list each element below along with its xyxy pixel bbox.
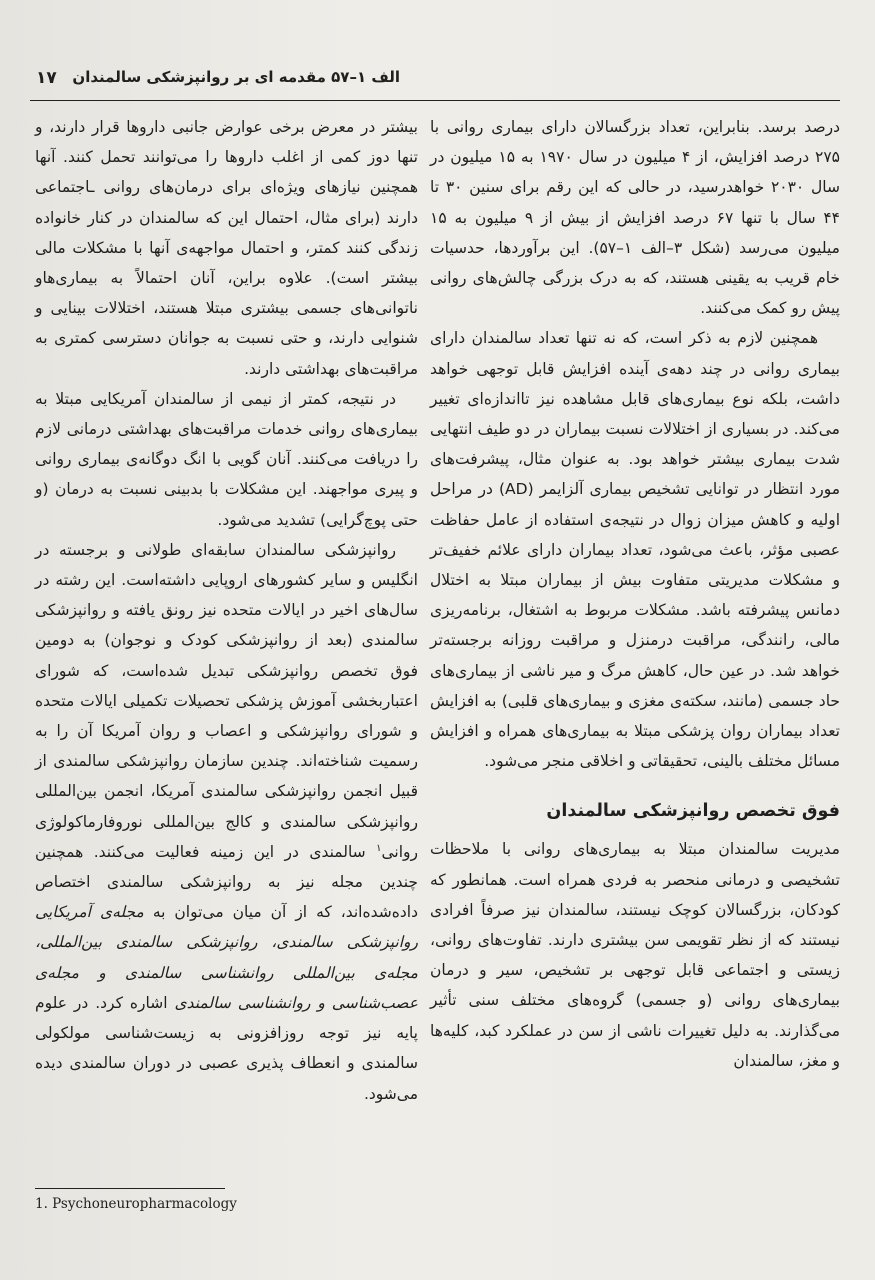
footnote: 1. Psychoneuropharmacology <box>35 1196 237 1212</box>
paragraph-text: سالمندی در این زمینه فعالیت می‌کنند. همچنین چندین مجله نیز به روانپزشکی سالمندی اختصاص داده‌شده‌اند، که از آن میان می‌توان به <box>35 842 418 922</box>
paragraph: مدیریت سالمندان مبتلا به بیماری‌های روانی با ملاحظات تشخیصی و درمانی منحصر به فردی همراه است. همانطور که کودکان، بزرگسالان کوچک نیستند، سالمندان نیز صرفاً افرادی نیستند که از نظر تقویمی سن بیشتری دارند. تفاوت‌های روانی، زیستی و اجتماعی قابل توجهی بر تشخیص، سیر و درمان بیماری‌های روانی (و جسمی) گروه‌های مختلف سنی تأثیر می‌گذارند. به دلیل تغییرات ناشی از سن در عملکرد کبد، کلیه‌ها و مغز، سالمندان <box>430 840 840 1070</box>
paragraph: در نتیجه، کمتر از نیمی از سالمندان آمریکایی مبتلا به بیماری‌های روانی خدمات مراقبت‌های بهداشتی درمانی لازم را دریافت می‌کنند. آنان گویی با انگ دوگانه‌ی بیماری روانی و پیری مواجهند. این مشکلات با بدبینی نسبت به درمان (و حتی پوچ‌گرایی) تشدید می‌شود. <box>35 389 418 529</box>
paragraph: همچنین لازم به ذکر است، که نه تنها تعداد سالمندان دارای بیماری روانی در چند دهه‌ی آینده افزایش قابل توجهی خواهد داشت، بلکه نوع بیماری‌های قابل مشاهده نیز تااندازه‌ای تغییر می‌کند. در بسیاری از اختلالات نسبت بیماران در دو طیف انتهایی شدت بیماری بیشتر خواهد بود. به عنوان مثال، پیشرفت‌های مورد انتظار در توانایی تشخیص بیماری آلزایمر (AD) در مراحل اولیه و کاهش میزان زوال در نتیجه‌ی استفاده از عامل حفاظت عصبی مؤثر، باعث می‌شود، تعداد بیماران دارای علائم خفیف‌تر و مشکلات مدیریتی متفاوت بیش از بیماران مبتلا به اختلال دمانس پیشرفته باشد. مشکلات مربوط به اشتغال، برنامه‌ریزی مالی، رانندگی، مراقبت درمنزل و مراقبت روزانه برجسته‌تر خواهد شد. در عین حال، کاهش مرگ و میر ناشی از بیماری‌های حاد جسمی (مانند، سکته‌ی مغزی و بیماری‌های قلبی) به افزایش تعداد بیماران روان پزشکی مبتلا به بیماری‌های همراه و افزایش مسائل مختلف بالینی، تحقیقاتی و اخلاقی منجر می‌شود. <box>430 329 840 771</box>
section-heading: فوق تخصص روانپزشکی سالمندان <box>546 801 840 822</box>
paragraph: درصد برسد. بنابراین، تعداد بزرگسالان دارای بیماری روانی با ۲۷۵ درصد افزایش، از ۴ میلیون در سال ۱۹۷۰ به ۱۵ میلیون در سال ۲۰۳۰ خواهدرسید، در حالی که این رقم برای سنین ۳۰ تا ۴۴ سال با تنها ۶۷ درصد افزایش از بیش از ۹ میلیون به ۱۵ میلیون می‌رسد (شکل ۳–الف ۱–۵۷). این برآوردها، حدسیات خام قریب به یقینی هستند، که به درک بزرگی چالش‌های روانی پیش رو کمک می‌کنند. <box>430 118 841 318</box>
paragraph-text: اشاره کرد. در علوم پایه نیز توجه روزافزونی به زیست‌شناسی مولکولی سالمندی و انعطاف پذیری عصبی در دوران سالمندی دیده می‌شود. <box>35 993 418 1103</box>
page-header <box>30 60 840 101</box>
paragraph <box>35 535 418 1109</box>
journal-names: مجله‌ی آمریکایی روانپزشکی سالمندی، روانپزشکی سالمندی بین‌المللی، مجله‌ی بین‌المللی روانشناسی سالمندی و مجله‌ی عصب‌شناسی و روانشناسی سالمندی <box>35 903 418 1012</box>
page-number: ۱۷ <box>36 68 57 88</box>
running-title: الف ۱–۵۷ مقدمه ای بر روانپزشکی سالمندان <box>72 68 400 86</box>
paragraph-text: روانپزشکی سالمندان سابقه‌ای طولانی و برجسته در انگلیس و سایر کشورهای اروپایی داشته‌است. این رشته در سال‌های اخیر در ایالات متحده نیز رونق یافته و روانپزشکی سالمندی (بعد از روانپزشکی کودک و نوجوان) به دومین فوق تخصص روانپزشکی تبدیل شده‌است، که شورای اعتباربخشی آموزش پزشکی تحصیلات تکمیلی ایالات متحده و شورای روانپزشکی و اعصاب و روان آمریکا آن را به رسمیت شناخته‌اند. چندین سازمان روانپزشکی سالمندی از قبیل انجمن روانپزشکی سالمندی آمریکا، انجمن بین‌المللی روانپزشکی سالمندی و کالج بین‌المللی نوروفارماکولوژی روانی <box>35 540 418 861</box>
left-column <box>35 112 418 1109</box>
footnote-marker: ۱ <box>376 842 382 854</box>
paragraph: بیشتر در معرض برخی عوارض جانبی داروها قرار دارند، و تنها دوز کمی از اغلب داروها را می‌توانند تحمل کنند. آنها همچنین نیازهای ویژه‌ای برای درمان‌های روانی ـاجتماعی دارند (برای مثال، احتمال این که سالمندان در کنار خانواده زندگی کنند کمتر، و احتمال مواجهه‌ی آنها با مشکلات مالی بیشتر است). علاوه براین، آنان احتمالاً به بیماری‌هاو ناتوانی‌های جسمی بیشتری مبتلا هستند، اختلالات بینایی و شنوایی دارند، و حتی نسبت به جوانان دسترسی کمتری به مراقبت‌های بهداشتی دارند. <box>35 118 418 378</box>
right-column <box>430 112 840 1076</box>
footnote-divider <box>35 1188 225 1189</box>
